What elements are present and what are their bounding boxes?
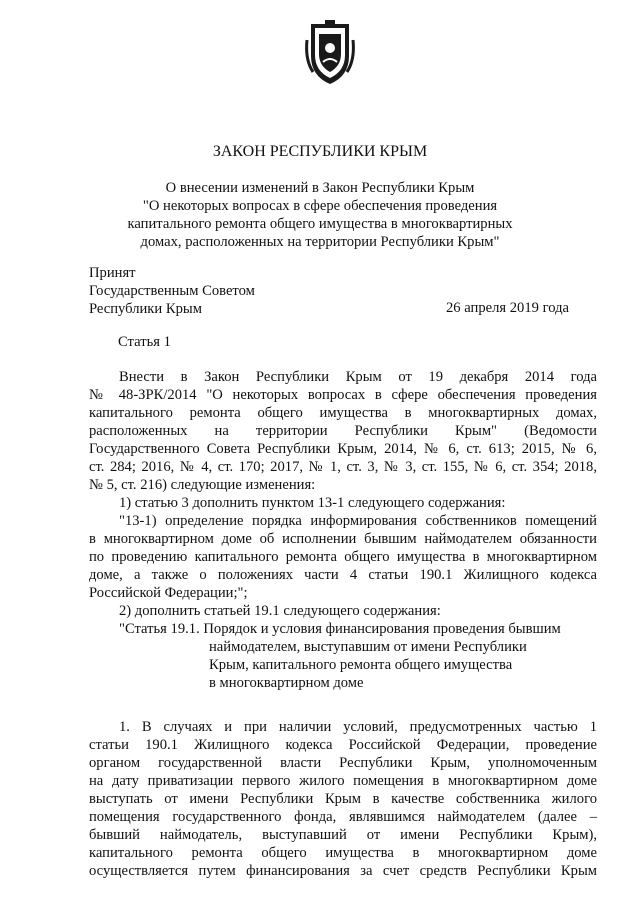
text-line: доме, а также о положениях части 4 статьи 190.1 Жилищного кодекса bbox=[89, 567, 597, 583]
amendment-item: 2) дополнить статьей 19.1 следующего содержания: bbox=[119, 603, 441, 619]
text-line: статьи 190.1 Жилищного кодекса Российской Федерации, проведение bbox=[89, 737, 597, 753]
text-line: № 48-ЗРК/2014 "О некоторых вопросах в сфере обеспечения проведения bbox=[89, 387, 597, 403]
text-line: по проведению капитального ремонта общего имущества в многоквартирном bbox=[89, 549, 597, 565]
adopted-line: Принят bbox=[89, 265, 136, 281]
subtitle-line: домах, расположенных на территории Республики Крым" bbox=[140, 234, 500, 250]
text-line: бывший наймодатель, выступавший от имени Республики Крым), bbox=[89, 827, 597, 843]
amendment-item: 1) статью 3 дополнить пунктом 13-1 следующего содержания: bbox=[119, 495, 506, 511]
text-line: капитального ремонта общего имущества в многоквартирном доме bbox=[89, 845, 597, 861]
law-title: ЗАКОН РЕСПУБЛИКИ КРЫМ bbox=[212, 143, 428, 160]
article-label: Статья 1 bbox=[118, 334, 171, 350]
text-line: помещения государственного фонда, являвшимся наймодателем (далее – bbox=[89, 809, 597, 825]
text-line: № 5, ст. 216) следующие изменения: bbox=[89, 477, 316, 493]
article19-heading-line: "Статья 19.1. Порядок и условия финансирования проведения бывшим bbox=[119, 621, 561, 637]
text-line: органом государственной власти Республики Крым, уполномоченным bbox=[89, 755, 597, 771]
adoption-date: 26 апреля 2019 года bbox=[446, 300, 569, 316]
text-line: выступать от имени Республики Крым в качестве собственника жилого bbox=[89, 791, 597, 807]
text-line: 1. В случаях и при наличии условий, предусмотренных частью 1 bbox=[119, 719, 597, 735]
article19-heading-line: наймодателем, выступавшим от имени Республики bbox=[209, 639, 527, 655]
document-body bbox=[89, 368, 597, 880]
text-line: расположенных на территории Республики Крым" (Ведомости bbox=[89, 423, 597, 439]
text-line: на дату приватизации первого жилого помещения в многоквартирном доме bbox=[89, 773, 597, 789]
text-line: в многоквартирном доме об исполнении бывшим наймодателем обязанности bbox=[89, 531, 597, 547]
text-line: Российской Федерации;"; bbox=[89, 585, 248, 601]
subtitle-line: "О некоторых вопросах в сфере обеспечения проведения bbox=[142, 198, 498, 214]
subtitle-line: О внесении изменений в Закон Республики Крым bbox=[165, 180, 475, 196]
text-line: капитального ремонта общего имущества в многоквартирных домах, bbox=[89, 405, 597, 421]
text-line: осуществляется путем финансирования за счет средств Республики Крым bbox=[89, 863, 597, 879]
article19-heading-line: в многоквартирном доме bbox=[209, 675, 364, 691]
article19-heading-line: Крым, капитального ремонта общего имущества bbox=[209, 657, 513, 673]
subtitle-line: капитального ремонта общего имущества в многоквартирных bbox=[127, 216, 513, 232]
text-line: ст. 284; 2016, № 4, ст. 170; 2017, № 1, ст. 3, № 3, ст. 155, № 6, ст. 354; 2018, bbox=[89, 459, 597, 475]
text-line: "13-1) определение порядка информирования собственников помещений bbox=[119, 513, 597, 529]
crimea-coat-of-arms-icon bbox=[305, 20, 355, 86]
text-line: Государственного Совета Республики Крым, 2014, № 6, ст. 613; 2015, № 6, bbox=[89, 441, 597, 457]
adopted-line: Республики Крым bbox=[89, 301, 202, 317]
adopted-line: Государственным Советом bbox=[89, 283, 255, 299]
law-subtitle bbox=[60, 179, 580, 251]
text-line: Внести в Закон Республики Крым от 19 декабря 2014 года bbox=[119, 369, 597, 385]
